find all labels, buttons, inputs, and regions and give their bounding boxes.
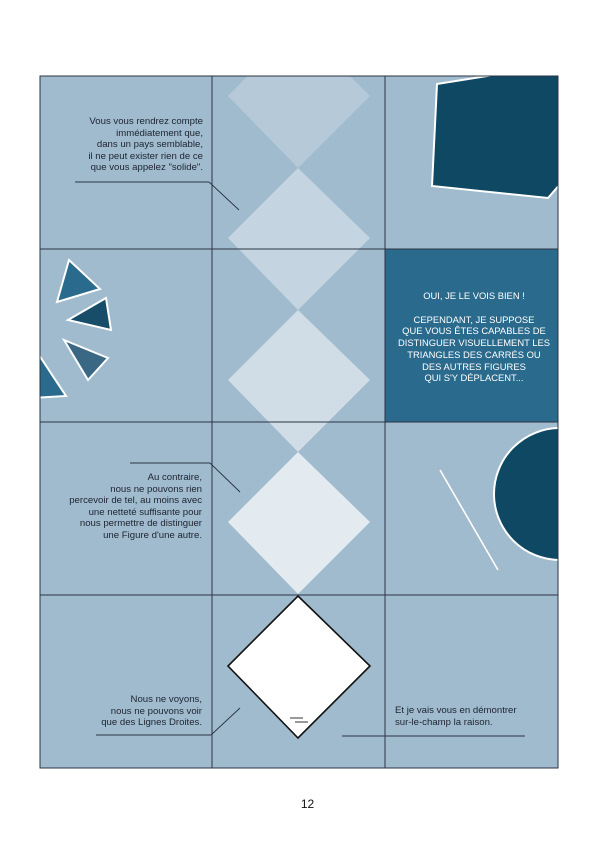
circle-shape: [494, 428, 615, 560]
caption-bottom-right: Et je vais vous en démontrer sur-le-champ la raison.: [395, 705, 517, 728]
speech-line-2: CEPENDANT, JE SUPPOSE QUE VOUS ÊTES CAPABLES DE DISTINGUER VISUELLEMENT LES TRIANGLES DES CARRÉS OU DES AUTRES FIGURES QUI S'Y DÉPLACENT...: [398, 313, 550, 384]
pentagon-shape: [432, 62, 590, 198]
speech-line-1: OUI, JE LE VOIS BIEN !: [423, 289, 525, 301]
page-number: 12: [300, 797, 315, 811]
caption-middle-left: Au contraire, nous ne pouvons rien percevoir de tel, au moins avec une netteté suffisante pour nous permettre de distinguer une Figure d'une autre.: [69, 472, 202, 541]
caption-bottom-left: Nous ne voyons, nous ne pouvons voir que des Lignes Droites.: [101, 694, 202, 729]
caption-top-left: Vous vous rendrez compte immédiatement que, dans un pays semblable, il ne peut exister rien de ce que vous appelez "solide".: [88, 116, 203, 174]
speech-text-block: [389, 252, 559, 422]
